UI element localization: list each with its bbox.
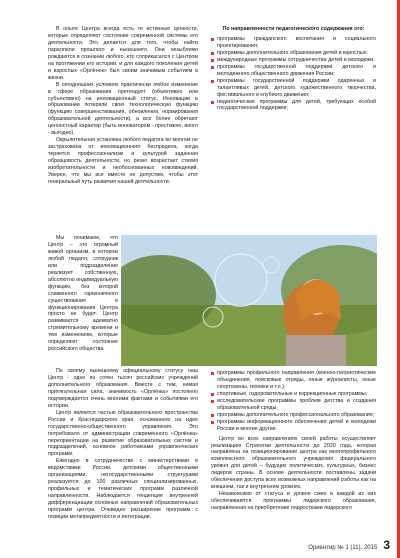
wrap-text [48, 235, 118, 353]
page-footer [308, 538, 390, 552]
paragraph: Ежегодно в сотрудничестве с министерствами и ведомствами России, детскими общественными организациями, негосударственными структурами реализуется до 100 различных специализированных, профильных и тематических программ различной направленности. Наблюдается тенденция внутренней дифференциации основных направлений образовательных программ центра. Очевидно расширение программ с позиции метапредметности и интеграции. [48, 458, 198, 521]
paragraph: По своему нынешнему официальному статусу наш Центр - одно из сотен тысяч российских учреждений дополнительного образования. Вместе с тем, немая притягательная сила, значимость «Орлёнка» постоянно подтверждается очень многими фактами и событиями его истории. [48, 368, 198, 409]
right-bottom-text [211, 370, 376, 512]
program-list [211, 36, 376, 112]
paragraph: Центр является частью образовательного пространства России и Краснодарского края, основанного на идее государственно-общественного управления. Это потребовало от администрации современного «Орлёнка» переориентации на развитие образовательных систем и подразделений, основное работниками управленческих программ. [48, 409, 198, 458]
list-item: педагогические программы для детей, требующих особой государственной поддержки; [211, 99, 376, 113]
list-item: программы государственной поддержки одаренных и талантливых детей, детского художественного творчества, фестивального и клубного движения; [211, 78, 376, 99]
left-bottom-text [48, 368, 198, 521]
list-item: программы гражданского воспитания и социального проектирования; [211, 36, 376, 50]
list-item: программы профильного направления (военно-патриотические объединения, поисковые отряды, юные журналисты, юные спортсмены, техники и т.п.); [211, 370, 376, 391]
paragraph: В сегодняшних условиях практически любое изменение в сфере образования претендует (объективно или субъективно) на инновационный статус. Инновации в образовании потеряли свою технологическую функцию (функцию совершенствования, обновления, нормирования образовательной деятельности), а все более обретают ценностный характер (быть инноватором - престижно, иного - выгодно). [48, 81, 198, 137]
photo-girl-with-bubbles [121, 235, 377, 366]
list-item: программы информационного обеспечения детей и молодежи России и многие другие. [211, 419, 376, 433]
section-heading: По направленности педагогического содержания это: [222, 26, 365, 32]
list-item: международные программы сотрудничества детей и молодежи; [211, 57, 376, 64]
photo-illustration [121, 235, 377, 366]
paragraph: Окрылительная установка любого педагога во многом не застрахована от инновационного беспредела, когда теряется профессионализм и культурой заданная образцовость деятельности, но резко возрастает стихия изобретательности и необоснованных нововведений. Уверен, что мы все вместе не допустим, чтобы этот генеральный путь развития нашей деятельности. [48, 137, 198, 185]
list-item: спортивные, оздоровительные и коррекционные программы; [211, 391, 376, 398]
page-number: 3 [383, 538, 390, 552]
list-item: исследовательские программы проблем детства и создания образовательной среды; [211, 398, 376, 412]
paragraph: Мы понимаем, что Центр – это огромный живой организм, в котором любой педагог, сотрудник или подразделение реализует собственную, абсолютно индивидуальную функцию, без которой слаженного гармоничного существования и функционирования Центра просто не будет. Центр развивается адекватно стремительному времени и тем изменениям, которые определяют состояние российского общества. [48, 235, 118, 353]
list-item: программы дополнительного образования детей и взрослых; [211, 50, 376, 57]
paragraph: Незавоисимо от статуса и уровня смен в каждой из них обеспечиваются программы лидерского образования, направленная на приобретение подростками лидерского [211, 491, 376, 512]
list-item: программы государственной поддержки детского и молодежного общественного движения России; [211, 64, 376, 78]
paragraph: В опыте Центра всегда есть те истинные ценности, которые определяют состояние современной системы его деятельности. Это делается для того, чтобы найти параллели прошлого и нынешнего. Они незыблемо рождаются в сознании любого, кто соприкасался с Центром на протяжении его истории, и для каждого поколения детей и взрослых «Орлёнок» был своим значимым событием в жизни. [48, 26, 198, 81]
program-list-2 [211, 370, 376, 433]
magazine-issue: Ориентир № 1 (11), 2015 [308, 545, 378, 551]
paragraph: Центр во всех направлениях своей работы осуществляет реализацию Стратегии деятельности до 2020 года, которая направлена на позиционирование центра как многопрофильного комплексного образовательного учреждения федерального уровня для детей – будущих политических, культурных, бизнес лидеров страны. В основе деятельности поставлены задачи обеспечения доступа всех возможных направлений работы как на внешнем, так и внутреннем уровнях. [211, 435, 376, 491]
left-column [48, 26, 198, 186]
right-column [211, 26, 376, 112]
list-item: программы дополнительного профессионального образования; [211, 412, 376, 419]
